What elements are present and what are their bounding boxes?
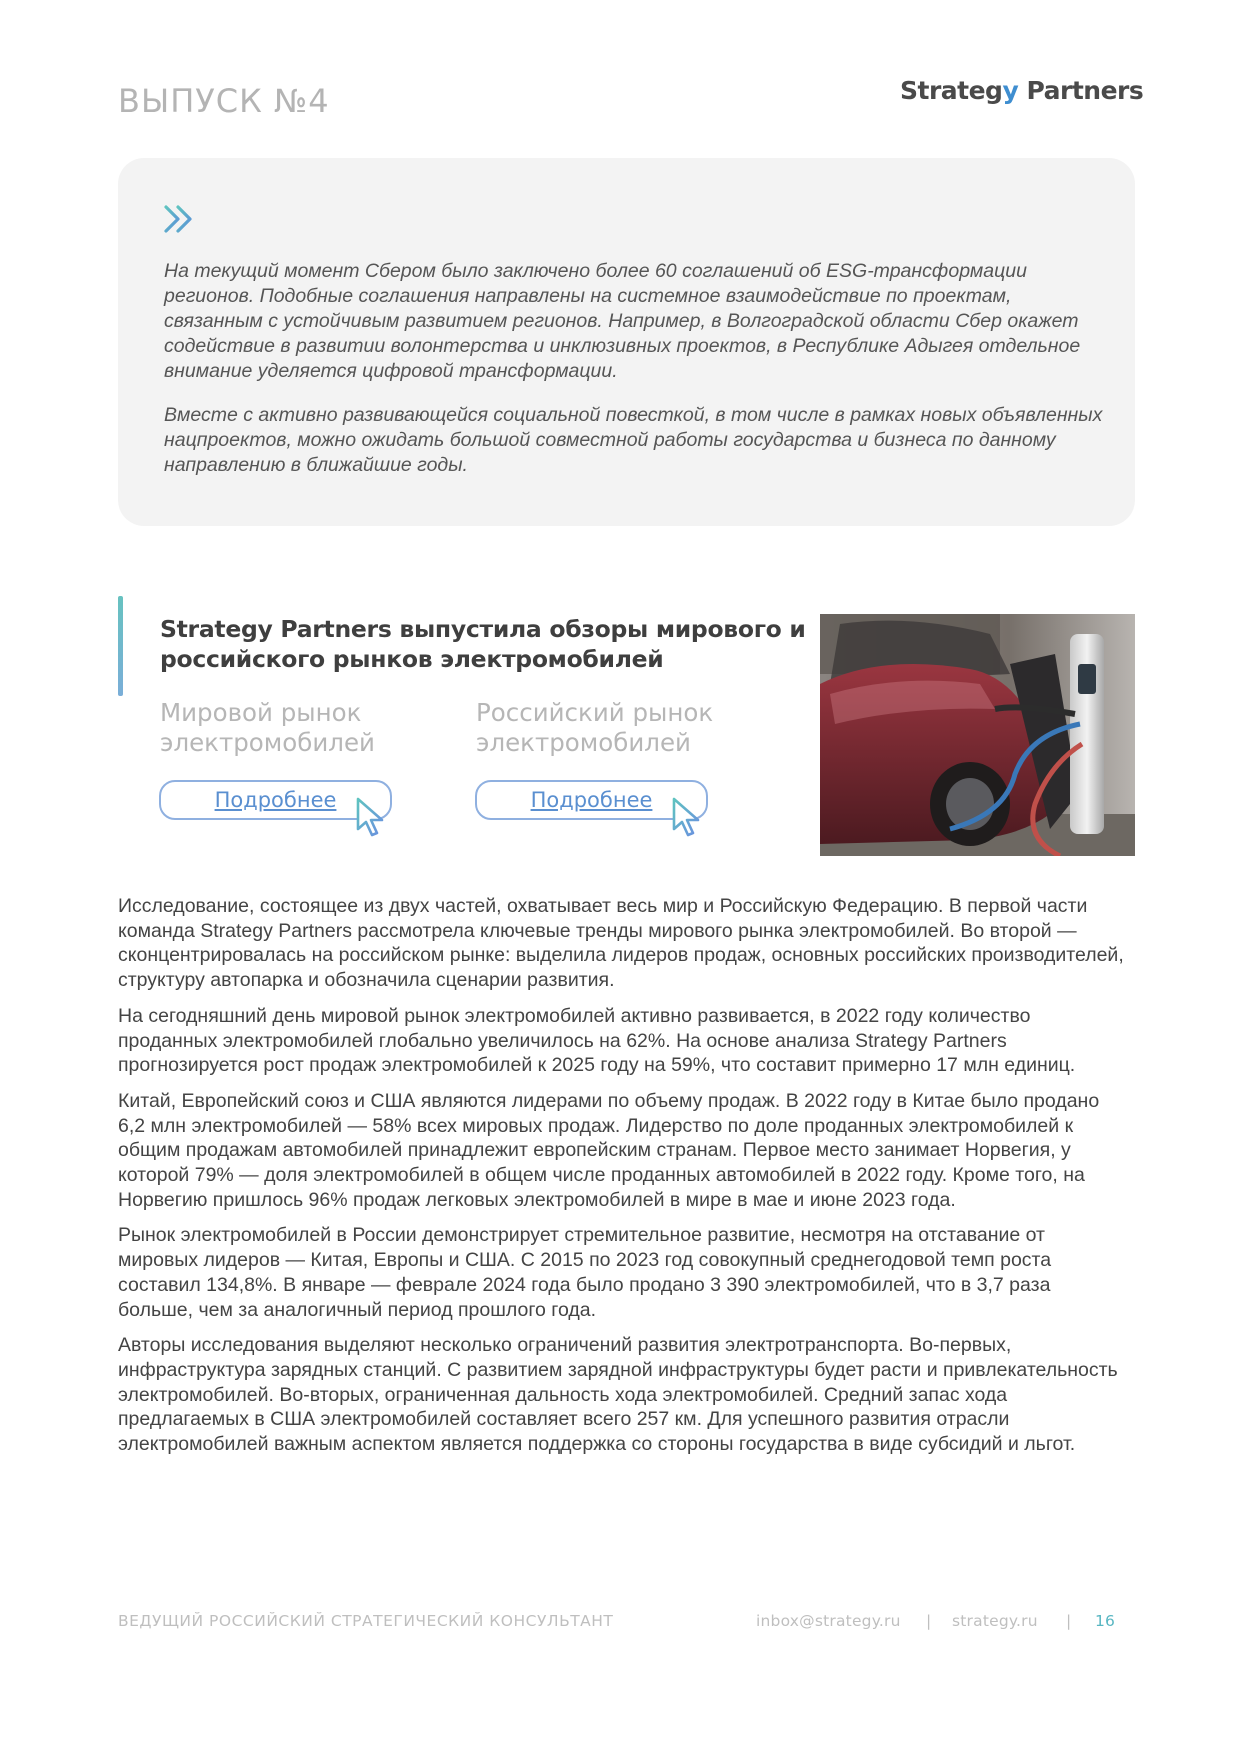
logo-text-accent: y: [1002, 76, 1019, 105]
report-title-russia: Российский рынок электромобилей: [476, 698, 714, 757]
page-number: 16: [1095, 1612, 1116, 1630]
ev-charging-photo: [820, 614, 1135, 856]
headline-accent-bar: [118, 596, 123, 696]
pointer-cursor-icon: [355, 796, 387, 838]
quote-paragraph: Вместе с активно развивающейся социальной повесткой, в том числе в рамках новых объявленных нацпроектов, можно ожидать большой совместной работы государства и бизнеса по данному направлению в ближайшие годы.: [164, 404, 1103, 476]
feature-headline: Strategy Partners выпустила обзоры мирового и российского рынков электромобилей: [160, 615, 806, 673]
logo-text-part3: Partners: [1018, 76, 1144, 105]
double-chevron-quote-icon: [162, 202, 196, 236]
logo-text-part1: Strateg: [900, 76, 1003, 105]
footer-email-link[interactable]: inbox@strategy.ru: [756, 1612, 901, 1630]
quote-paragraph: На текущий момент Сбером было заключено более 60 соглашений об ESG-трансформации регионов. Подобные соглашения направлены на системное взаимодействие по проектам, связанным с устойчивым развитием регионов. Например, в Волгоградской области Сбер окажет содействие в развитии волонтерства и инклюзивных проектов, в Республике Адыгея отдельное внимание уделяется цифровой трансформации.: [164, 260, 1081, 382]
article-body: [118, 894, 1128, 1457]
company-logo: [900, 76, 1143, 105]
body-paragraph: Рынок электромобилей в России демонстрирует стремительное развитие, несмотря на отставание от мировых лидеров — Китая, Европы и США. С 2015 по 2023 год совокупный среднегодовой темп роста составил 134,8%. В январе — феврале 2024 года было продано 3 390 электромобилей, что в 3,7 раза больше, чем за аналогичный период прошлого года.: [118, 1224, 1052, 1321]
footer-site-link[interactable]: strategy.ru: [952, 1612, 1038, 1630]
footer-separator: |: [926, 1612, 932, 1630]
body-paragraph: Авторы исследования выделяют несколько ограничений развития электротранспорта. Во-первых, инфраструктура зарядных станций. С развитием зарядной инфраструктуры будет расти и привлекательность электромобилей. Во-вторых, ограниченная дальность хода электромобилей. Средний запас хода предлагаемых в США электромобилей составляет всего 257 км. Для успешного развития отрасли электромобилей важным аспектом является поддержка со стороны государства в виде субсидий и льгот.: [118, 1334, 1118, 1456]
footer-separator: |: [1066, 1612, 1072, 1630]
body-paragraph: Китай, Европейский союз и США являются лидерами по объему продаж. В 2022 году в Китае было продано 6,2 млн электромобилей — 58% всех мировых продаж. Лидерство по доле проданных электромобилей к общим продажам автомобилей принадлежит европейским странам. Первое место занимает Норвегия, у которой 79% — доля электромобилей в общем числе проданных автомобилей в 2022 году. Кроме того, на Норвегию пришлось 96% продаж легковых электромобилей в мире в мае и июне 2023 года.: [118, 1089, 1100, 1211]
quote-text: [164, 259, 1104, 478]
report-title-world: Мировой рынок электромобилей: [160, 698, 375, 757]
footer-tagline: ВЕДУЩИЙ РОССИЙСКИЙ СТРАТЕГИЧЕСКИЙ КОНСУЛЬТАНТ: [118, 1612, 614, 1630]
quote-box: [118, 158, 1135, 526]
pointer-cursor-icon: [671, 796, 703, 838]
body-paragraph: На сегодняшний день мировой рынок электромобилей активно развивается, в 2022 году количество проданных электромобилей глобально увеличилось на 62%. На основе анализа Strategy Partners прогнозируется рост продаж электромобилей к 2025 году на 59%, что составит примерно 17 млн единиц.: [118, 1004, 1076, 1077]
issue-number: ВЫПУСК №4: [118, 82, 330, 120]
more-button-label[interactable]: Подробнее: [214, 788, 337, 812]
body-paragraph: Исследование, состоящее из двух частей, охватывает весь мир и Российскую Федерацию. В первой части команда Strategy Partners рассмотрела ключевые тренды мирового рынка электромобилей. Во второй — сконцентрировалась на российском рынке: выделила лидеров продаж, основных российских производителей, структуру автопарка и обозначила сценарии развития.: [118, 895, 1124, 992]
more-button-label[interactable]: Подробнее: [530, 788, 653, 812]
